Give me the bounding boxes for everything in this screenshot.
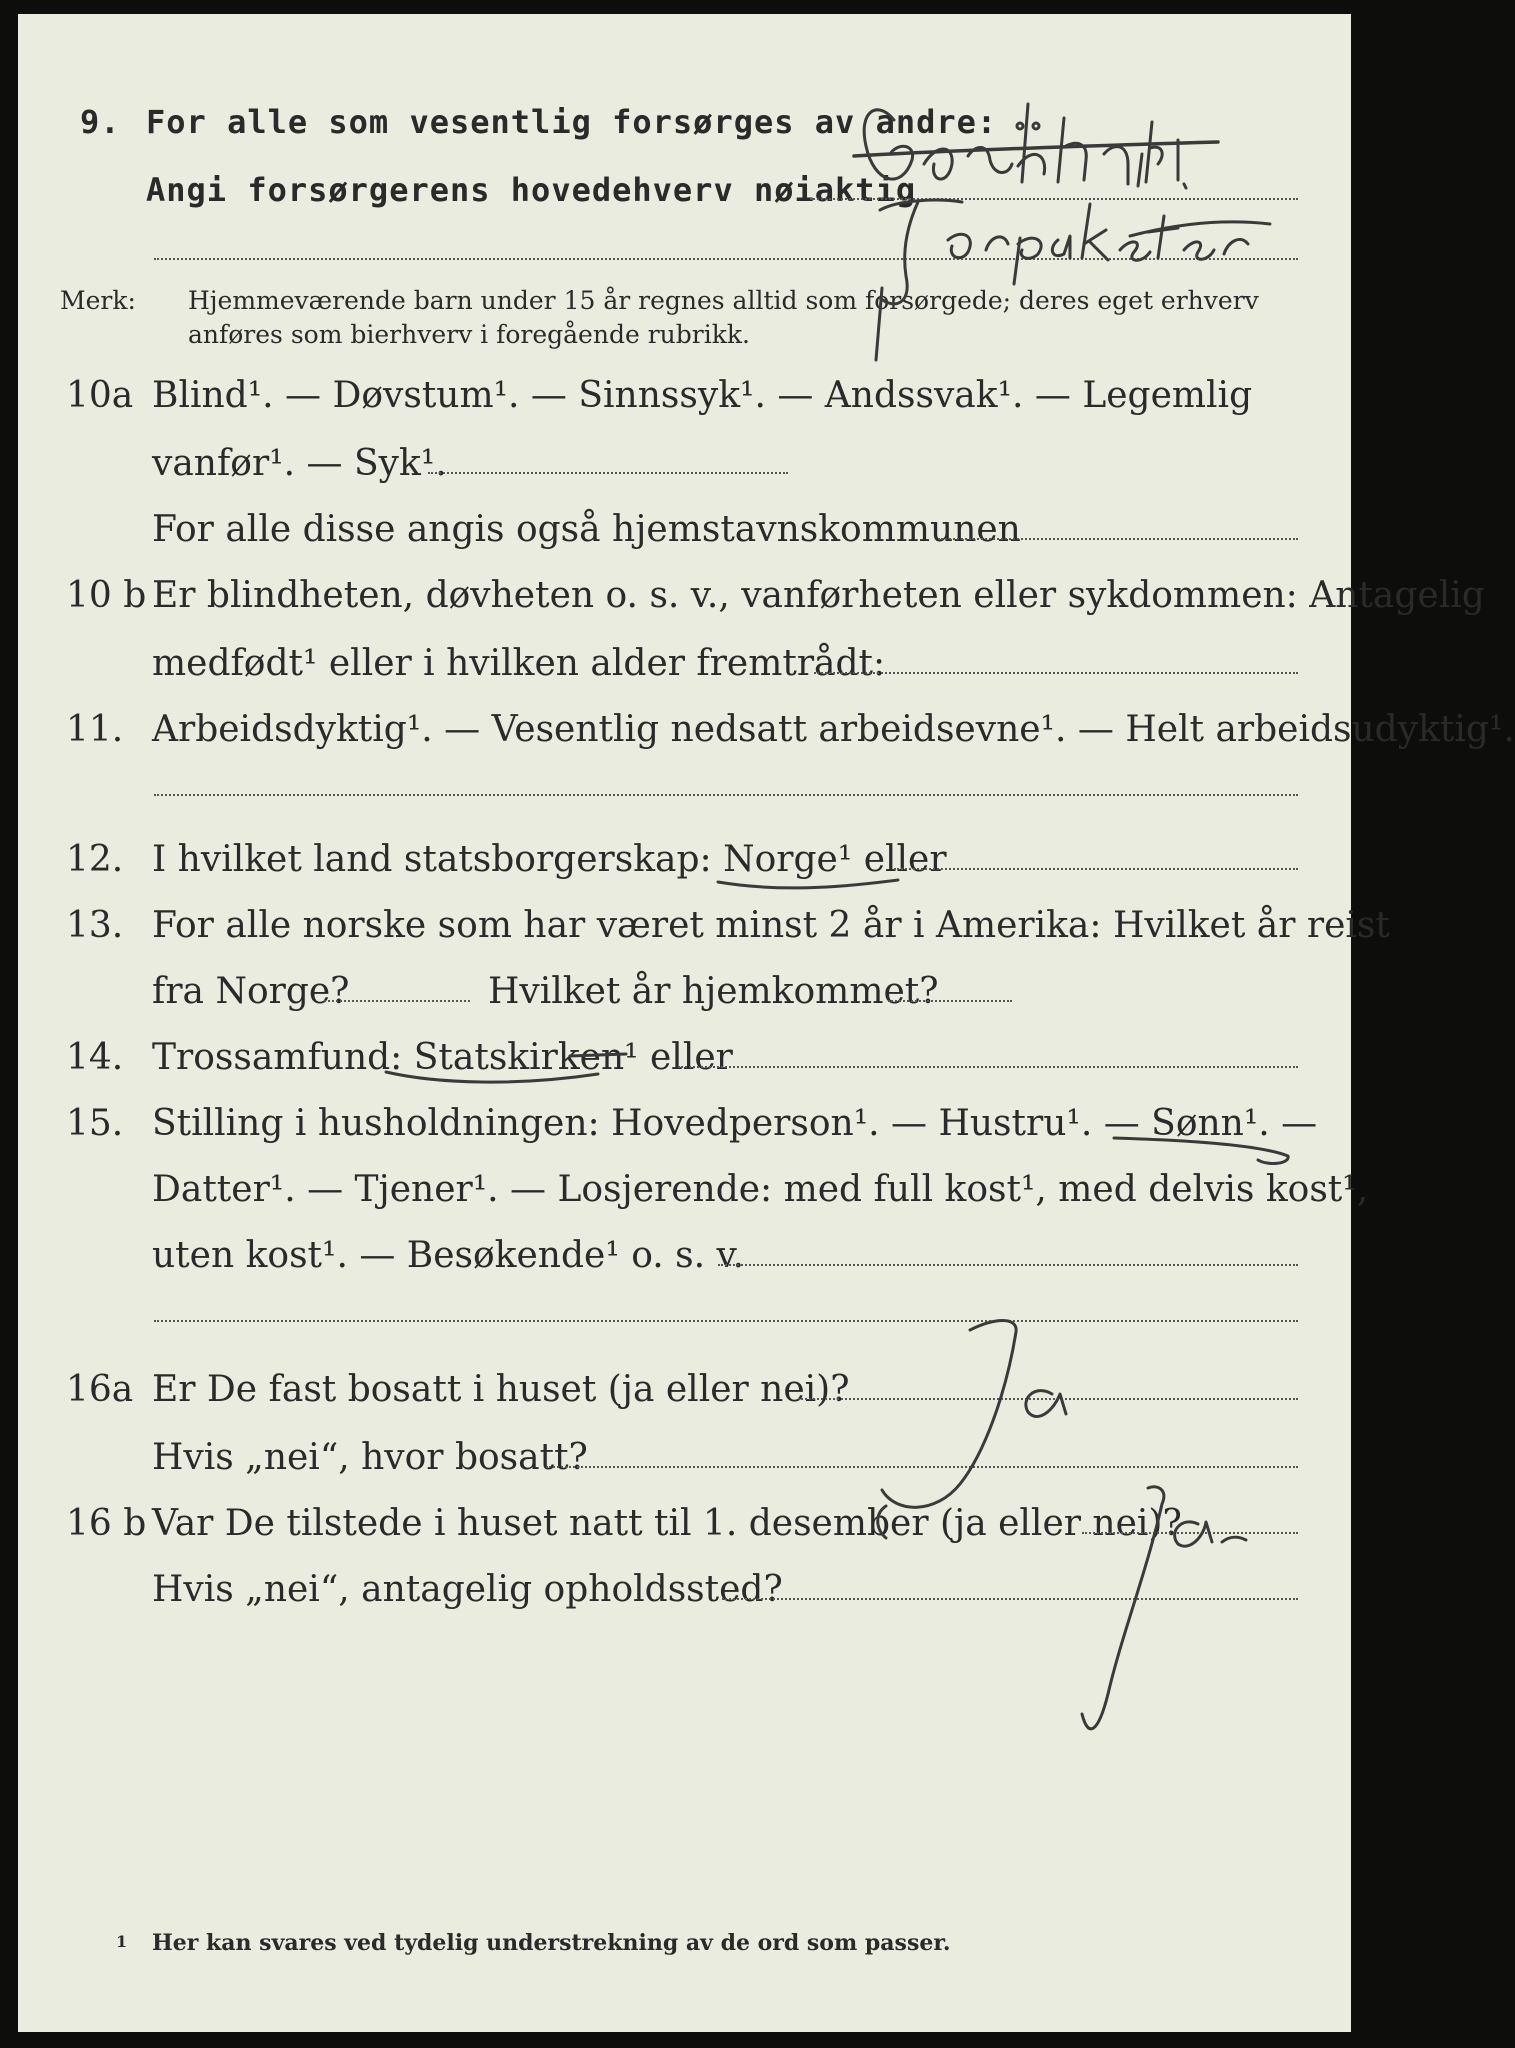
q16b-line1: Var De tilstede i huset natt til 1. desember (ja eller nei)?: [152, 1503, 1182, 1544]
q9-fill-line-2: [154, 258, 1298, 260]
q15-fill-line: [718, 1264, 1298, 1266]
q10b-number: 10 b: [66, 575, 147, 616]
q10a-line1: Blind¹. — Døvstum¹. — Sinnssyk¹. — Andssvak¹. — Legemlig: [152, 375, 1253, 416]
q13-fill-line-year-returned: [888, 1000, 1012, 1002]
merk-line1: Hjemmeværende barn under 15 år regnes alltid som forsørgede; deres eget erhverv: [188, 286, 1259, 315]
footnote-mark: 1: [116, 1932, 128, 1951]
q14-number: 14.: [66, 1037, 124, 1078]
footnote-text: Her kan svares ved tydelig understrekning av de ord som passer.: [152, 1930, 951, 1956]
q10b-line1: Er blindheten, døvheten o. s. v., vanførheten eller sykdommen: Antagelig: [152, 575, 1485, 616]
q13-line2b: Hvilket år hjemkommet?: [488, 971, 939, 1012]
q10b-fill-line: [814, 672, 1298, 674]
q13-number: 13.: [66, 905, 124, 946]
q14-fill-line: [678, 1066, 1298, 1068]
q13-fill-line-year-left: [324, 1000, 470, 1002]
q16a-answer-ja: [882, 1321, 1066, 1508]
q16a-number: 16a: [66, 1369, 134, 1410]
q16b-fill-line-2: [722, 1598, 1298, 1600]
census-form-page: [18, 14, 1515, 2032]
q16a-fill-line-2: [546, 1466, 1298, 1468]
q10a-line3: For alle disse angis også hjemstavnskommunen: [152, 509, 1021, 550]
merk-line2: anføres som bierhverv i foregående rubrikk.: [188, 320, 750, 349]
q10a-number: 10a: [66, 375, 134, 416]
q9-number: 9.: [80, 103, 121, 141]
q9-line2: Angi forsørgerens hovedehverv nøiaktig: [146, 171, 917, 209]
q15-number: 15.: [66, 1103, 124, 1144]
q10a-fill-line: [428, 472, 788, 474]
q16b-number: 16 b: [66, 1503, 147, 1544]
q16a-line2: Hvis „nei“, hvor bosatt?: [152, 1437, 588, 1478]
q11-fill-line: [154, 794, 1298, 796]
q16b-fill-line: [1082, 1532, 1298, 1534]
q15-fill-line-2: [154, 1320, 1298, 1322]
q12-number: 12.: [66, 839, 124, 880]
q10a-line2: vanfør¹. — Syk¹.: [152, 443, 447, 484]
q15-line2: Datter¹. — Tjener¹. — Losjerende: med full kost¹, med delvis kost¹,: [152, 1169, 1369, 1210]
q10b-line2: medfødt¹ eller i hvilken alder fremtrådt:: [152, 643, 886, 684]
q16b-line2: Hvis „nei“, antagelig opholdssted?: [152, 1569, 783, 1610]
merk-label: Merk:: [60, 286, 136, 315]
q16a-line1: Er De fast bosatt i huset (ja eller nei)?: [152, 1369, 850, 1410]
q13-line2a: fra Norge?: [152, 971, 350, 1012]
q14-line1: Trossamfund: Statskirken¹ eller: [152, 1037, 733, 1078]
q16a-fill-line: [798, 1398, 1298, 1400]
q15-line3: uten kost¹. — Besøkende¹ o. s. v.: [152, 1235, 745, 1276]
q9-line1: For alle som vesentlig forsørges av andre:: [146, 103, 998, 141]
q15-line1: Stilling i husholdningen: Hovedperson¹. — Hustru¹. — Sønn¹. —: [152, 1103, 1318, 1144]
q11-line1: Arbeidsdyktig¹. — Vesentlig nedsatt arbeidsevne¹. — Helt arbeidsudyktig¹.: [152, 709, 1515, 750]
q12-line1: I hvilket land statsborgerskap: Norge¹ eller: [152, 839, 947, 880]
q9-fill-line: [810, 198, 1298, 200]
q10a-fill-line-2: [938, 538, 1298, 540]
q12-fill-line: [894, 868, 1298, 870]
q11-number: 11.: [66, 709, 124, 750]
q12-underline: [718, 880, 898, 888]
q13-line1: For alle norske som har været minst 2 år i Amerika: Hvilket år reist: [152, 905, 1390, 946]
